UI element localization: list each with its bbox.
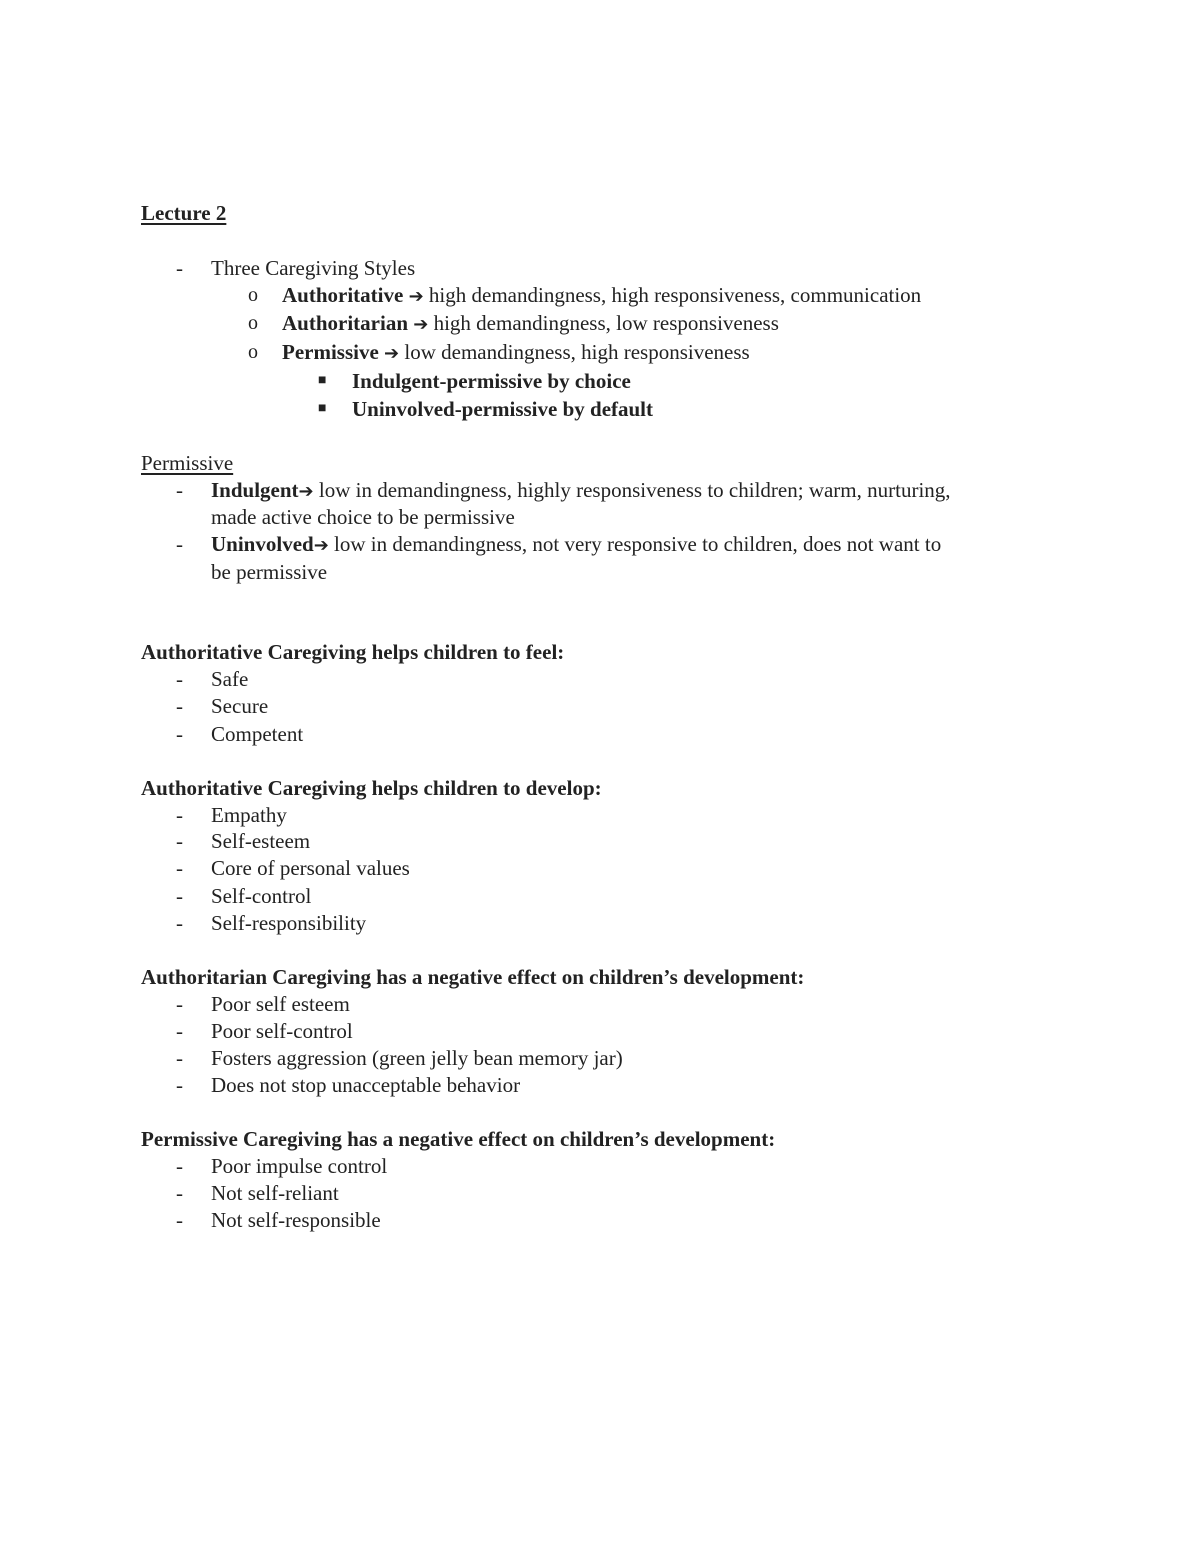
permissive-subtype: Uninvolved-permissive by default	[352, 397, 654, 421]
arrow-right-icon: ➔	[413, 314, 429, 335]
dash-bullet: -	[176, 1019, 183, 1043]
dash-bullet: -	[176, 856, 183, 880]
circle-bullet: o	[248, 341, 258, 363]
document-title: Lecture 2	[141, 201, 227, 225]
list-item: Core of personal values	[211, 856, 410, 880]
arrow-right-icon: ➔	[384, 343, 400, 364]
style-name: Authoritative	[282, 283, 404, 307]
square-bullet: ■	[318, 373, 327, 388]
dash-bullet: -	[176, 1073, 183, 1097]
square-bullet: ■	[318, 401, 327, 416]
list-item: Poor self esteem	[211, 992, 350, 1016]
list-item: Self-esteem	[211, 829, 311, 853]
style-description: high demandingness, low responsiveness	[428, 311, 779, 335]
dash-bullet: -	[176, 803, 183, 827]
permissive-item-text: low in demandingness, not very responsive to children, does not want to	[328, 532, 942, 556]
permissive-effects-heading: Permissive Caregiving has a negative effect on children’s development:	[141, 1127, 776, 1151]
permissive-item-uninvolved	[211, 530, 941, 560]
permissive-item-text-continued: be permissive	[211, 560, 328, 584]
list-item: Poor self-control	[211, 1019, 353, 1043]
develop-heading: Authoritative Caregiving helps children to develop:	[141, 776, 602, 800]
dash-bullet: -	[176, 1046, 183, 1070]
style-description: low demandingness, high responsiveness	[399, 340, 750, 364]
circle-bullet: o	[248, 312, 258, 334]
permissive-item-text-continued: made active choice to be permissive	[211, 505, 515, 529]
list-item: Self-responsibility	[211, 911, 367, 935]
dash-bullet: -	[176, 532, 183, 556]
style-name: Authoritarian	[282, 311, 408, 335]
list-item: Not self-reliant	[211, 1181, 339, 1205]
dash-bullet: -	[176, 722, 183, 746]
dash-bullet: -	[176, 667, 183, 691]
list-item: Secure	[211, 694, 269, 718]
arrow-right-icon: ➔	[298, 481, 314, 502]
dash-bullet: -	[176, 478, 183, 502]
permissive-subtype: Indulgent-permissive by choice	[352, 369, 631, 393]
permissive-item-text: low in demandingness, highly responsiveness to children; warm, nurturing,	[313, 478, 951, 502]
list-item: Not self-responsible	[211, 1208, 381, 1232]
arrow-right-icon: ➔	[408, 286, 424, 307]
list-item: Poor impulse control	[211, 1154, 388, 1178]
circle-bullet: o	[248, 284, 258, 306]
list-item: Fosters aggression (green jelly bean memory jar)	[211, 1046, 623, 1070]
dash-bullet: -	[176, 694, 183, 718]
permissive-item-name: Uninvolved	[211, 532, 314, 556]
dash-bullet: -	[176, 884, 183, 908]
dash-bullet: -	[176, 829, 183, 853]
styles-heading: Three Caregiving Styles	[211, 256, 416, 280]
list-item: Safe	[211, 667, 249, 691]
permissive-item-indulgent	[211, 476, 951, 506]
dash-bullet: -	[176, 992, 183, 1016]
style-description: high demandingness, high responsiveness, communication	[423, 283, 922, 307]
dash-bullet: -	[176, 1154, 183, 1178]
authoritarian-effects-heading: Authoritarian Caregiving has a negative effect on children’s development:	[141, 965, 805, 989]
style-item-authoritative	[282, 281, 921, 311]
list-item: Empathy	[211, 803, 287, 827]
style-item-permissive	[282, 338, 750, 368]
list-item: Competent	[211, 722, 304, 746]
list-item: Does not stop unacceptable behavior	[211, 1073, 521, 1097]
list-item: Self-control	[211, 884, 312, 908]
arrow-right-icon: ➔	[313, 535, 329, 556]
permissive-item-name: Indulgent	[211, 478, 299, 502]
dash-bullet: -	[176, 911, 183, 935]
feel-heading: Authoritative Caregiving helps children to feel:	[141, 640, 565, 664]
style-item-authoritarian	[282, 309, 779, 339]
style-name: Permissive	[282, 340, 379, 364]
permissive-heading: Permissive	[141, 451, 234, 475]
dash-bullet: -	[176, 256, 183, 280]
dash-bullet: -	[176, 1208, 183, 1232]
dash-bullet: -	[176, 1181, 183, 1205]
